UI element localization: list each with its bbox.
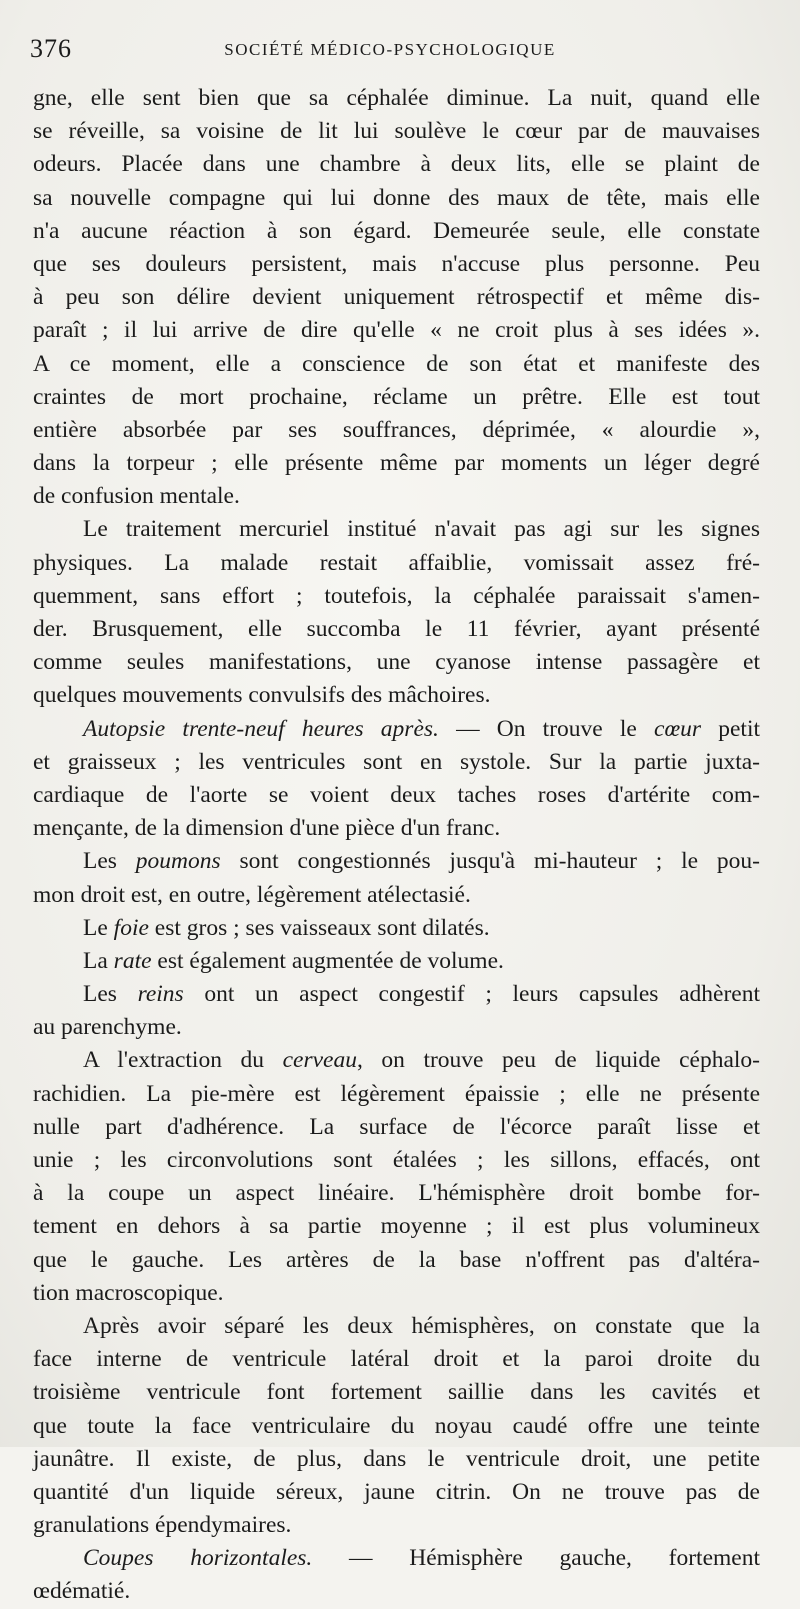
running-title: SOCIÉTÉ MÉDICO-PSYCHOLOGIQUE <box>224 40 556 59</box>
text-line <box>33 1542 760 1575</box>
text-line: jaunâtre. Il existe, de plus, dans le ventricule droit, une petite <box>33 1445 760 1472</box>
body-text <box>33 82 760 1609</box>
text-line: mençante, de la dimension d'une pièce d'un franc. <box>33 815 501 842</box>
text-line: de confusion mentale. <box>33 483 240 510</box>
text-line: odeurs. Placée dans une chambre à deux lits, elle se plaint de <box>33 151 760 178</box>
text-line: cardiaque de l'aorte se voient deux taches roses d'artérite com- <box>33 781 760 808</box>
text-segment: ont un aspect congestif ; leurs capsules adhèrent <box>183 981 760 1008</box>
text-line <box>33 912 760 945</box>
italic-phrase: reins <box>137 981 184 1008</box>
text-line: que le gauche. Les artères de la base n'offrent pas d'altéra- <box>33 1246 760 1273</box>
text-line: A ce moment, elle a conscience de son état et manifeste des <box>33 350 760 377</box>
text-segment: sont congestionnés jusqu'à mi-hauteur ; le pou- <box>220 848 760 875</box>
italic-phrase: Autopsie trente-neuf heures après. <box>83 715 439 742</box>
text-line: à peu son délire devient uniquement rétrospectif et même dis- <box>33 284 760 311</box>
text-segment: La <box>83 947 114 974</box>
text-line: rachidien. La pie-mère est légèrement épaissie ; elle ne présente <box>33 1080 760 1107</box>
text-line: au parenchyme. <box>33 1014 182 1041</box>
text-line <box>33 945 760 978</box>
text-segment: Le <box>83 914 114 941</box>
text-line: craintes de mort prochaine, réclame un prêtre. Elle est tout <box>33 383 760 410</box>
text-line <box>33 845 760 878</box>
text-line: quantité d'un liquide séreux, jaune citrin. On ne trouve pas de <box>33 1478 760 1505</box>
text-line: dans la torpeur ; elle présente même par moments un léger degré <box>33 450 760 477</box>
text-line: œdématié. <box>33 1578 131 1605</box>
text-line: n'a aucune réaction à son égard. Demeurée seule, elle constate <box>33 217 760 244</box>
text-line: quemment, sans effort ; toutefois, la céphalée paraissait s'amen- <box>33 582 760 609</box>
text-line <box>33 713 760 746</box>
italic-phrase: rate <box>113 947 152 974</box>
page-number: 376 <box>30 34 72 63</box>
italic-phrase: cœur <box>654 715 702 742</box>
text-line: gne, elle sent bien que sa céphalée diminue. La nuit, quand elle <box>33 85 760 111</box>
text-line: sa nouvelle compagne qui lui donne des maux de tête, mais elle <box>33 184 760 211</box>
text-line <box>33 1044 760 1077</box>
text-line: face interne de ventricule latéral droit et la paroi droite du <box>33 1346 760 1373</box>
text-line: unie ; les circonvolutions sont étalées ; les sillons, effacés, ont <box>33 1147 760 1173</box>
text-line: entière absorbée par ses souffrances, déprimée, « alourdie », <box>33 416 760 443</box>
text-line: quelques mouvements convulsifs des mâchoires. <box>33 682 491 709</box>
text-segment: Les <box>83 981 138 1008</box>
text-line: Après avoir séparé les deux hémisphères, on constate que la <box>83 1312 760 1339</box>
italic-phrase: cerveau <box>282 1047 357 1074</box>
text-line: physiques. La malade restait affaiblie, vomissait assez fré- <box>33 549 760 576</box>
text-line: se réveille, sa voisine de lit lui soulève le cœur par de mauvaises <box>33 118 760 145</box>
text-line: que toute la face ventriculaire du noyau caudé offre une teinte <box>33 1412 760 1439</box>
text-line: à la coupe un aspect linéaire. L'hémisphère droit bombe for- <box>33 1180 760 1207</box>
text-line <box>33 978 760 1011</box>
text-line: mon droit est, en outre, légèrement atélectasié. <box>33 881 471 908</box>
text-segment: — Hémisphère gauche, fortement <box>312 1545 760 1572</box>
text-line: nulle part d'adhérence. La surface de l'écorce paraît lisse et <box>33 1113 760 1140</box>
text-line: tion macroscopique. <box>33 1279 224 1306</box>
text-segment: Les <box>83 848 136 875</box>
text-segment: est gros ; ses vaisseaux sont dilatés. <box>148 914 490 941</box>
text-line: troisième ventricule font fortement saillie dans les cavités et <box>33 1379 760 1406</box>
text-segment: — On trouve le <box>438 715 655 742</box>
text-line: der. Brusquement, elle succomba le 11 février, ayant présenté <box>33 616 760 642</box>
text-line: paraît ; il lui arrive de dire qu'elle « ne croit plus à ses idées ». <box>33 317 760 344</box>
italic-phrase: foie <box>113 914 149 941</box>
text-line: tement en dehors à sa partie moyenne ; il est plus volumineux <box>33 1213 760 1240</box>
text-segment: , on trouve peu de liquide céphalo- <box>356 1047 760 1074</box>
text-line: et graisseux ; les ventricules sont en systole. Sur la partie juxta- <box>33 748 760 775</box>
italic-phrase: poumons <box>135 848 221 875</box>
text-line: que ses douleurs persistent, mais n'accuse plus personne. Peu <box>33 250 760 277</box>
text-segment: est également augmentée de volume. <box>151 947 504 974</box>
text-line: Le traitement mercuriel institué n'avait pas agi sur les signes <box>83 516 760 543</box>
text-segment: A l'extraction du <box>83 1047 283 1074</box>
page-header <box>30 34 750 74</box>
text-line: comme seules manifestations, une cyanose intense passagère et <box>33 649 760 676</box>
italic-phrase: Coupes horizontales. <box>83 1545 313 1572</box>
text-segment: petit <box>701 715 760 742</box>
text-line: granulations épendymaires. <box>33 1512 292 1539</box>
